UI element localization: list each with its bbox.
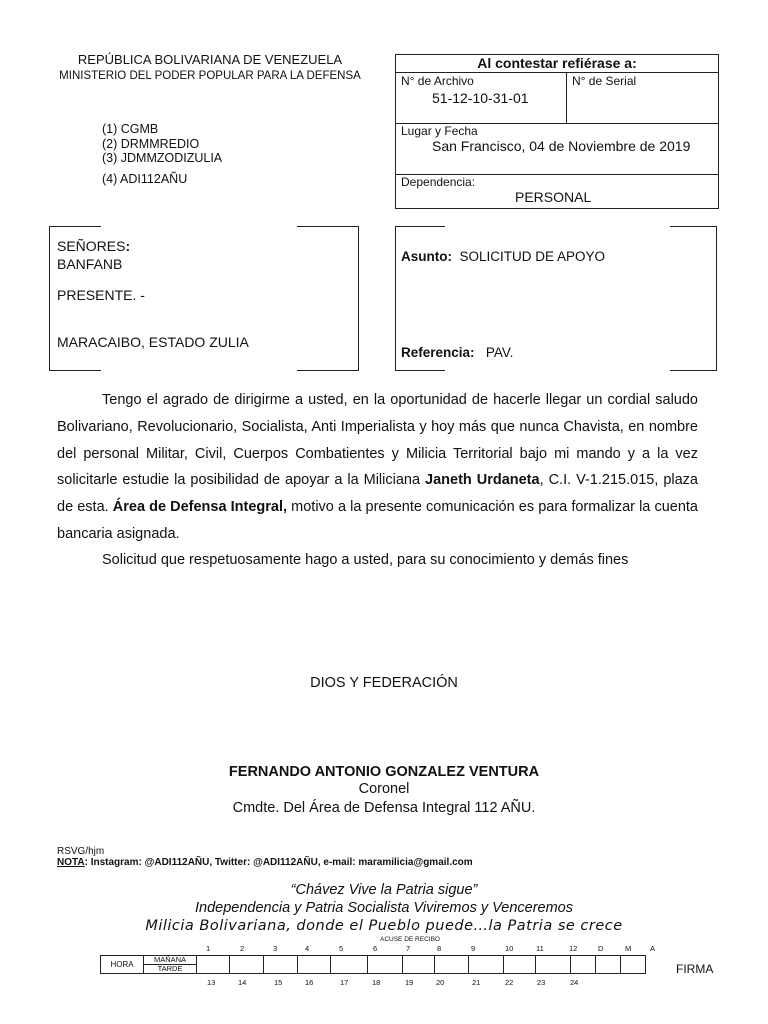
acuse-bottom-number: 19	[405, 978, 414, 987]
corner-line	[49, 226, 50, 371]
signer-title: Cmdte. Del Área de Defensa Integral 112 AÑU.	[232, 800, 536, 816]
republic-title: REPÚBLICA BOLIVARIANA DE VENEZUELA	[77, 52, 343, 67]
acuse-top-number: 9	[471, 944, 476, 953]
acuse-top-number: 11	[536, 944, 544, 953]
acuse-title: ACUSE DE RECIBO	[380, 936, 440, 943]
corner-line	[49, 370, 101, 371]
signer-rank: Coronel	[358, 781, 410, 797]
acuse-top-number: 2	[240, 944, 245, 953]
manana-cell: MAÑANA	[144, 956, 197, 965]
hour-cell	[435, 956, 469, 974]
acuse-table	[100, 955, 646, 974]
motto-2: Independencia y Patria Socialista Viviremos y Venceremos	[195, 900, 573, 916]
reply-box-title: Al contestar refiérase a:	[396, 55, 718, 73]
acuse-bottom-number: 17	[340, 978, 349, 987]
hora-cell: HORA	[101, 956, 144, 974]
recipient-salutation: SEÑORES:	[57, 238, 131, 254]
acuse-bottom-number: 23	[537, 978, 546, 987]
acuse-top-number: 8	[437, 944, 442, 953]
body-paragraph-1: Tengo el agrado de dirigirme a usted, en la oportunidad de hacerle llegar un cordial saludo Bolivariano, Revolucionario, Socialista, Anti Imperialista y hoy más que nunca Chavista, en nombre del personal Militar, Civil, Cuerpos Combatientes y Milicia Territorial bajo mi mando y a la vez solicitarle estudie la posibilidad de apoyar a la Miliciana Janeth Urdaneta, C.I. V-1.215.015, plaza de esta. Área de Defensa Integral, motivo a la presente comunicación es para formalizar la cuenta bancaria asignada.	[57, 392, 698, 542]
closing-phrase: DIOS Y FEDERACIÓN	[310, 675, 458, 691]
place-date-value: San Francisco, 04 de Noviembre de 2019	[432, 138, 691, 154]
corner-line	[297, 226, 358, 227]
acuse-bottom-number: 14	[238, 978, 247, 987]
acuse-top-number: A	[650, 944, 656, 953]
corner-line	[395, 370, 445, 371]
place-date-row	[396, 124, 718, 175]
acuse-bottom-number: 24	[570, 978, 579, 987]
hour-cell	[298, 956, 331, 974]
acuse-bottom-number: 21	[472, 978, 481, 987]
acuse-top-number: 12	[569, 944, 578, 953]
day-cell	[571, 956, 596, 974]
hour-cell	[469, 956, 504, 974]
subject-box	[395, 226, 717, 371]
corner-line	[358, 226, 359, 371]
tarde-cell: TARDE	[144, 965, 197, 974]
acuse-top-number: 7	[406, 944, 411, 953]
archive-number-label: N° de Archivo	[401, 74, 474, 88]
hour-cell	[536, 956, 571, 974]
corner-line	[670, 370, 717, 371]
hour-cell	[504, 956, 536, 974]
recipient-box	[49, 226, 359, 371]
place-date-label: Lugar y Fecha	[401, 124, 478, 138]
signer-name: FERNANDO ANTONIO GONZALEZ VENTURA	[228, 764, 540, 780]
acuse-bottom-number: 18	[372, 978, 381, 987]
code-2: (2) DRMMREDIO	[102, 136, 200, 151]
column-divider	[566, 73, 567, 123]
month-cell	[596, 956, 621, 974]
note-line: NOTA: Instagram: @ADI112AÑU, Twitter: @ADI112AÑU, e-mail: maramilicia@gmail.com	[57, 857, 473, 868]
corner-line	[716, 226, 717, 371]
motto-3: Milicia Bolivariana, donde el Pueblo puede…la Patria se crece	[145, 918, 623, 934]
code-3: (3) JDMMZODIZULIA	[102, 151, 223, 165]
initials: RSVG/hjm	[57, 846, 105, 857]
distribution-codes	[102, 122, 222, 186]
acuse-top-number: M	[625, 944, 632, 953]
hour-cell	[197, 956, 230, 974]
acuse-bottom-number: 16	[305, 978, 314, 987]
archive-serial-row	[396, 73, 718, 124]
acuse-top-number: 1	[206, 944, 211, 953]
hour-cell	[368, 956, 403, 974]
reply-reference-box	[395, 54, 719, 209]
hour-cell	[403, 956, 435, 974]
acuse-top-number: 3	[273, 944, 278, 953]
recipient-name: BANFANB	[57, 256, 123, 272]
corner-line	[297, 370, 358, 371]
acuse-bottom-number: 15	[274, 978, 283, 987]
reference-line: Referencia: PAV.	[401, 345, 514, 360]
code-4: (4) ADI112AÑU	[102, 171, 188, 186]
acuse-top-number: D	[598, 944, 604, 953]
motto-1: “Chávez Vive la Patria sigue”	[290, 882, 478, 898]
ministry-title: MINISTERIO DEL PODER POPULAR PARA LA DEFENSA	[59, 70, 361, 82]
acuse-bottom-number: 20	[436, 978, 445, 987]
code-1: (1) CGMB	[102, 122, 159, 136]
acuse-top-number: 10	[505, 944, 514, 953]
dependency-label: Dependencia:	[401, 175, 476, 189]
acuse-bottom-number: 22	[505, 978, 514, 987]
acuse-top-number: 6	[373, 944, 378, 953]
year-cell	[621, 956, 646, 974]
acuse-top-number: 5	[339, 944, 344, 953]
hour-cell	[331, 956, 368, 974]
corner-line	[395, 226, 445, 227]
hour-cell	[230, 956, 264, 974]
recipient-place: MARACAIBO, ESTADO ZULIA	[57, 334, 249, 350]
archive-number-value: 51-12-10-31-01	[432, 90, 529, 106]
subject-line: Asunto: SOLICITUD DE APOYO	[401, 249, 606, 264]
corner-line	[395, 226, 396, 371]
hour-cell	[264, 956, 298, 974]
firma-label: FIRMA	[676, 962, 714, 976]
acuse-top-number: 4	[305, 944, 310, 953]
corner-line	[670, 226, 717, 227]
dependency-value: PERSONAL	[515, 189, 592, 205]
recipient-presente: PRESENTE. -	[57, 287, 145, 303]
corner-line	[49, 226, 101, 227]
acuse-bottom-number: 13	[207, 978, 216, 987]
letterhead	[40, 52, 380, 82]
serial-number-label: N° de Serial	[572, 74, 637, 88]
body-paragraph-2: Solicitud que respetuosamente hago a usted, para su conocimiento y demás fines	[102, 552, 629, 568]
